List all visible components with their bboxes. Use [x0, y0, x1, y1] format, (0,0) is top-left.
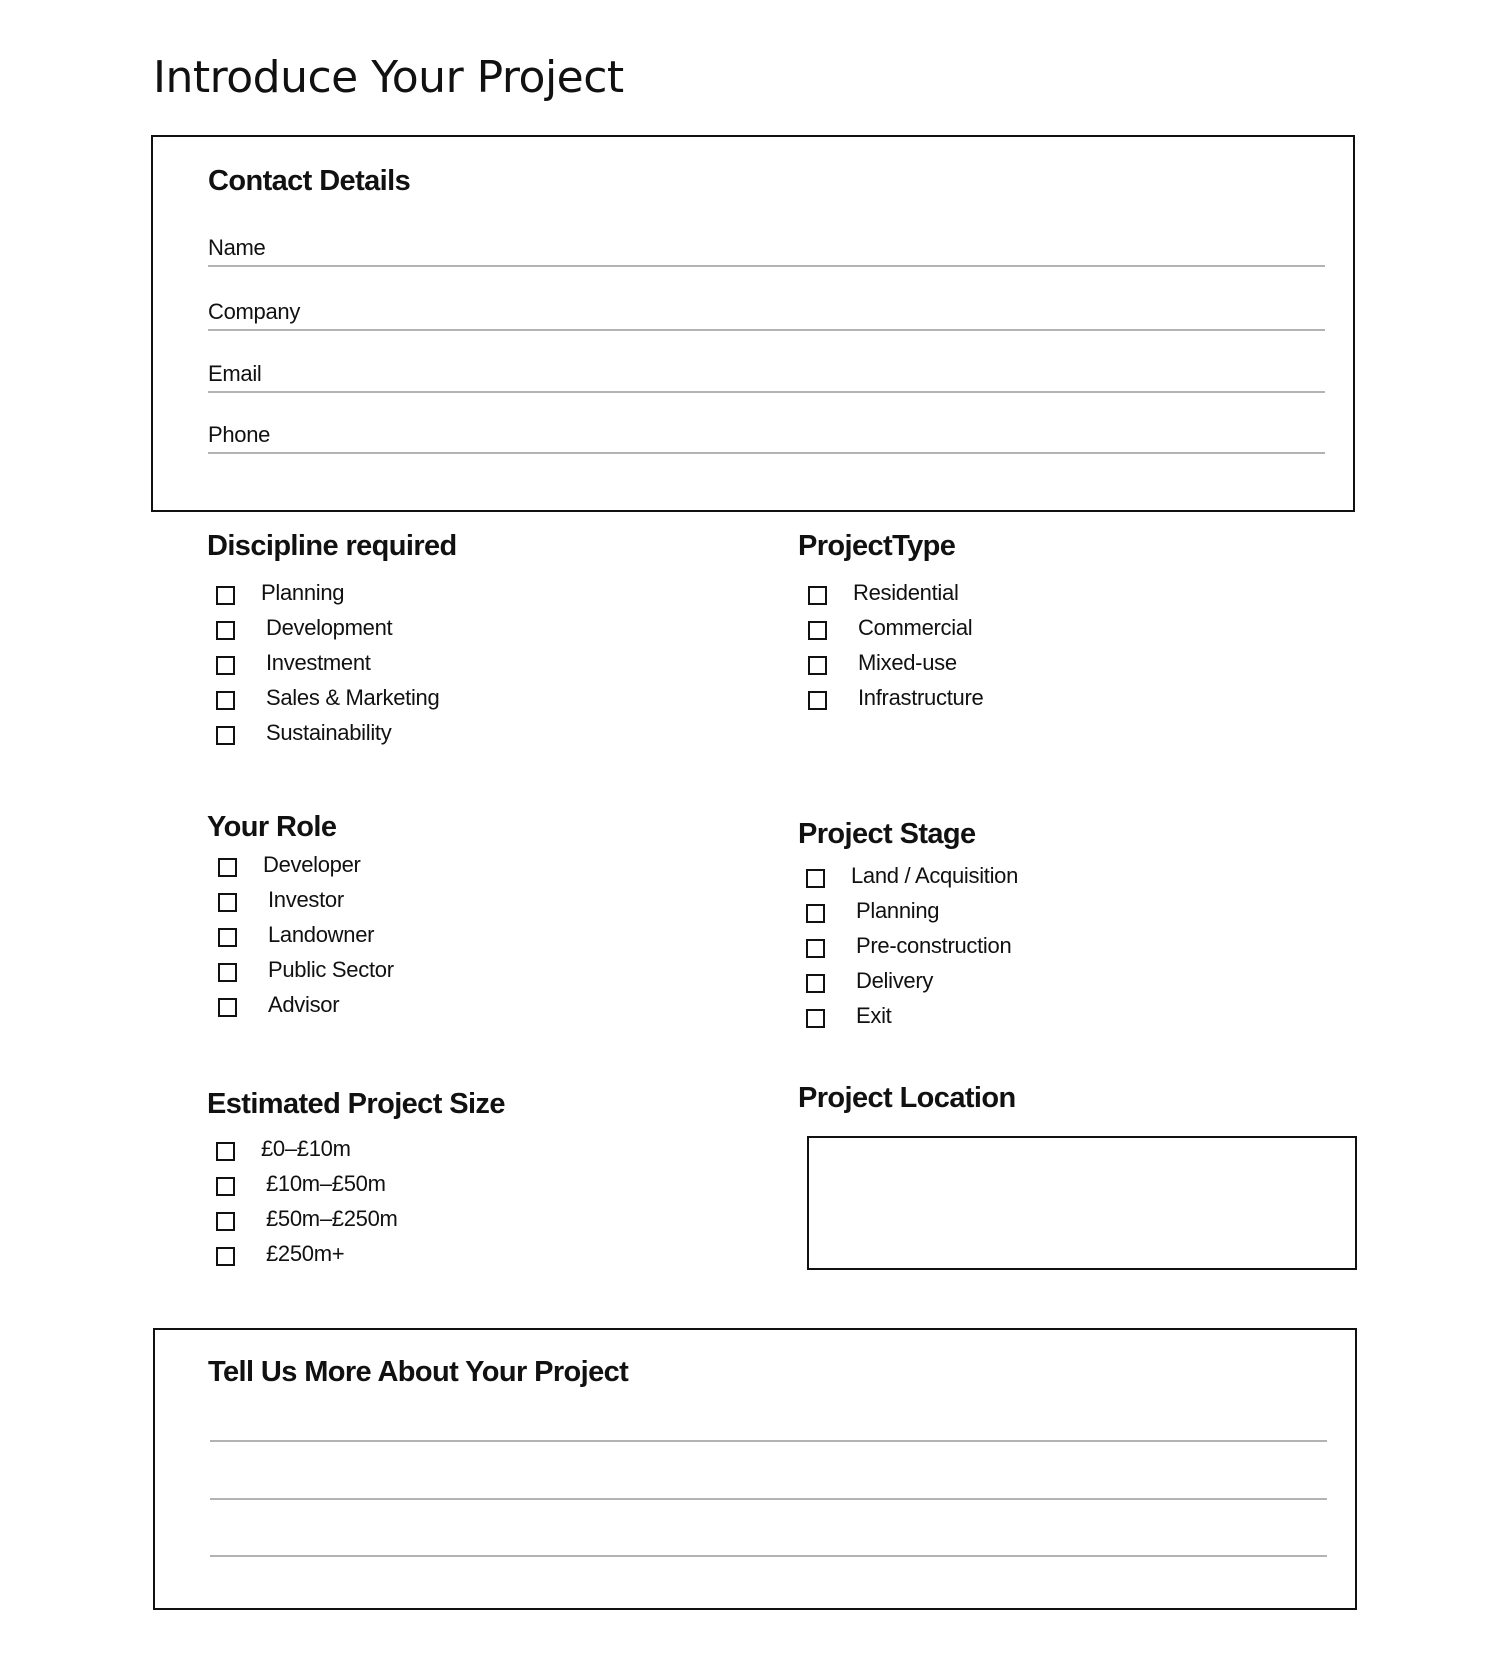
- checkbox[interactable]: [218, 998, 237, 1017]
- option-label: Residential: [853, 580, 959, 605]
- email-field[interactable]: [208, 353, 1325, 393]
- your-role-heading: Your Role: [207, 811, 337, 843]
- option-label: £250m+: [266, 1241, 345, 1266]
- name-field[interactable]: [208, 227, 1325, 267]
- checkbox[interactable]: [216, 1177, 235, 1196]
- option-label: £50m–£250m: [266, 1206, 398, 1231]
- option-label: Planning: [261, 580, 345, 605]
- option-label: Public Sector: [268, 957, 394, 982]
- company-label: Company: [208, 299, 301, 324]
- tell-us-more-heading: Tell Us More About Your Project: [208, 1356, 629, 1388]
- checkbox[interactable]: [806, 904, 825, 923]
- option-label: £0–£10m: [261, 1136, 351, 1161]
- option-label: Mixed-use: [858, 650, 957, 675]
- option-label: Investor: [268, 887, 344, 912]
- name-label: Name: [208, 235, 266, 260]
- option-label: Development: [266, 615, 393, 640]
- option-label: Land / Acquisition: [851, 863, 1019, 888]
- tell-us-more-box[interactable]: [153, 1328, 1357, 1610]
- checkbox[interactable]: [216, 656, 235, 675]
- checkbox[interactable]: [216, 621, 235, 640]
- phone-label: Phone: [208, 422, 271, 447]
- contact-details-heading: Contact Details: [208, 165, 411, 197]
- checkbox[interactable]: [218, 928, 237, 947]
- checkbox[interactable]: [216, 691, 235, 710]
- option-label: Investment: [266, 650, 371, 675]
- checkbox[interactable]: [806, 1009, 825, 1028]
- project-size-heading: Estimated Project Size: [207, 1088, 505, 1120]
- answer-line[interactable]: [210, 1555, 1327, 1557]
- email-label: Email: [208, 361, 262, 386]
- option-label: Commercial: [858, 615, 973, 640]
- project-location-input[interactable]: [807, 1136, 1357, 1270]
- contact-details-box: [151, 135, 1355, 512]
- project-location-heading: Project Location: [798, 1082, 1016, 1114]
- checkbox[interactable]: [216, 586, 235, 605]
- checkbox[interactable]: [808, 656, 827, 675]
- option-label: Sales & Marketing: [266, 685, 440, 710]
- option-label: Delivery: [856, 968, 934, 993]
- option-label: Infrastructure: [858, 685, 984, 710]
- checkbox[interactable]: [216, 1247, 235, 1266]
- option-label: Landowner: [268, 922, 375, 947]
- project-stage-heading: Project Stage: [798, 818, 976, 850]
- option-label: Advisor: [268, 992, 340, 1017]
- checkbox[interactable]: [808, 691, 827, 710]
- checkbox[interactable]: [218, 858, 237, 877]
- answer-line[interactable]: [210, 1498, 1327, 1500]
- checkbox[interactable]: [806, 869, 825, 888]
- option-label: Sustainability: [266, 720, 392, 745]
- option-label: Developer: [263, 852, 361, 877]
- checkbox[interactable]: [216, 726, 235, 745]
- checkbox[interactable]: [806, 939, 825, 958]
- company-field[interactable]: [208, 291, 1325, 331]
- option-label: Exit: [856, 1003, 892, 1028]
- checkbox[interactable]: [808, 586, 827, 605]
- checkbox[interactable]: [216, 1212, 235, 1231]
- option-label: Planning: [856, 898, 940, 923]
- page-title: Introduce Your Project: [153, 52, 624, 103]
- checkbox[interactable]: [218, 893, 237, 912]
- project-type-heading: ProjectType: [798, 530, 956, 562]
- option-label: £10m–£50m: [266, 1171, 386, 1196]
- answer-line[interactable]: [210, 1440, 1327, 1442]
- checkbox[interactable]: [216, 1142, 235, 1161]
- discipline-heading: Discipline required: [207, 530, 457, 562]
- checkbox[interactable]: [806, 974, 825, 993]
- checkbox[interactable]: [808, 621, 827, 640]
- checkbox[interactable]: [218, 963, 237, 982]
- phone-field[interactable]: [208, 414, 1325, 454]
- option-label: Pre-construction: [856, 933, 1012, 958]
